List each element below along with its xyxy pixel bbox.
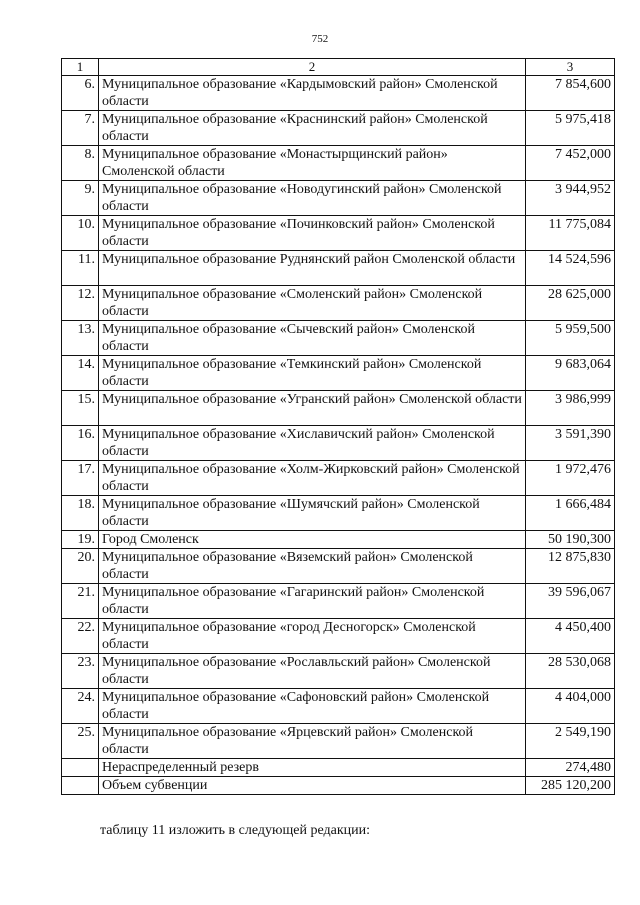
row-value: 1 972,476	[526, 461, 615, 496]
row-number: 14.	[62, 356, 99, 391]
row-number: 13.	[62, 321, 99, 356]
row-number: 16.	[62, 426, 99, 461]
row-name: Муниципальное образование «город Десногорск» Смоленской области	[99, 619, 526, 654]
row-name: Муниципальное образование «Смоленский район» Смоленской области	[99, 286, 526, 321]
table-row	[62, 251, 615, 286]
row-name: Нераспределенный резерв	[99, 759, 526, 777]
row-number: 20.	[62, 549, 99, 584]
header-col-3: 3	[526, 59, 615, 76]
row-value: 28 530,068	[526, 654, 615, 689]
row-value: 7 854,600	[526, 76, 615, 111]
row-value: 4 404,000	[526, 689, 615, 724]
table-row	[62, 619, 615, 654]
row-name: Муниципальное образование «Краснинский район» Смоленской области	[99, 111, 526, 146]
row-value: 3 986,999	[526, 391, 615, 426]
row-name: Муниципальное образование «Холм-Жирковский район» Смоленской области	[99, 461, 526, 496]
row-number: 17.	[62, 461, 99, 496]
table-row	[62, 496, 615, 531]
row-name: Муниципальное образование «Сафоновский район» Смоленской области	[99, 689, 526, 724]
table-row	[62, 216, 615, 251]
header-col-2: 2	[99, 59, 526, 76]
row-name: Муниципальное образование «Хиславичский район» Смоленской области	[99, 426, 526, 461]
row-name: Муниципальное образование «Кардымовский район» Смоленской области	[99, 76, 526, 111]
row-value: 2 549,190	[526, 724, 615, 759]
table-row	[62, 724, 615, 759]
table-row	[62, 356, 615, 391]
row-number: 15.	[62, 391, 99, 426]
row-value: 4 450,400	[526, 619, 615, 654]
row-name: Муниципальное образование «Вяземский район» Смоленской области	[99, 549, 526, 584]
page-number: 752	[311, 33, 329, 45]
row-value: 285 120,200	[526, 777, 615, 795]
row-value: 1 666,484	[526, 496, 615, 531]
row-value: 11 775,084	[526, 216, 615, 251]
subvention-table	[61, 58, 615, 795]
row-name: Муниципальное образование «Угранский район» Смоленской области	[99, 391, 526, 426]
row-value: 14 524,596	[526, 251, 615, 286]
row-number: 6.	[62, 76, 99, 111]
table-row	[62, 549, 615, 584]
row-number: 8.	[62, 146, 99, 181]
footer-text: таблицу 11 изложить в следующей редакции:	[100, 823, 370, 838]
row-number: 9.	[62, 181, 99, 216]
table-row	[62, 654, 615, 689]
table-row	[62, 759, 615, 777]
row-value: 5 959,500	[526, 321, 615, 356]
row-value: 3 591,390	[526, 426, 615, 461]
row-name: Муниципальное образование «Сычевский район» Смоленской области	[99, 321, 526, 356]
row-value: 7 452,000	[526, 146, 615, 181]
row-value: 39 596,067	[526, 584, 615, 619]
row-name: Муниципальное образование «Починковский район» Смоленской области	[99, 216, 526, 251]
row-number: 22.	[62, 619, 99, 654]
row-number	[62, 759, 99, 777]
row-number: 7.	[62, 111, 99, 146]
table-row	[62, 111, 615, 146]
row-number: 18.	[62, 496, 99, 531]
table-row	[62, 689, 615, 724]
row-number: 19.	[62, 531, 99, 549]
table-row	[62, 391, 615, 426]
row-name: Муниципальное образование «Ярцевский район» Смоленской области	[99, 724, 526, 759]
row-value: 274,480	[526, 759, 615, 777]
table-row	[62, 461, 615, 496]
table-row	[62, 531, 615, 549]
table-row	[62, 777, 615, 795]
row-name: Муниципальное образование «Рославльский район» Смоленской области	[99, 654, 526, 689]
table-row	[62, 584, 615, 619]
row-name: Объем субвенции	[99, 777, 526, 795]
row-name: Муниципальное образование «Шумячский район» Смоленской области	[99, 496, 526, 531]
table-row	[62, 286, 615, 321]
table-row	[62, 426, 615, 461]
row-value: 50 190,300	[526, 531, 615, 549]
row-value: 12 875,830	[526, 549, 615, 584]
row-name: Муниципальное образование Руднянский район Смоленской области	[99, 251, 526, 286]
row-name: Муниципальное образование «Гагаринский район» Смоленской области	[99, 584, 526, 619]
table-header-row	[62, 59, 615, 76]
table-row	[62, 76, 615, 111]
header-col-1: 1	[62, 59, 99, 76]
row-number: 10.	[62, 216, 99, 251]
row-value: 9 683,064	[526, 356, 615, 391]
row-name: Муниципальное образование «Темкинский район» Смоленской области	[99, 356, 526, 391]
row-name: Город Смоленск	[99, 531, 526, 549]
table-row	[62, 321, 615, 356]
row-value: 5 975,418	[526, 111, 615, 146]
row-number	[62, 777, 99, 795]
row-number: 21.	[62, 584, 99, 619]
row-value: 28 625,000	[526, 286, 615, 321]
row-number: 11.	[62, 251, 99, 286]
row-number: 25.	[62, 724, 99, 759]
row-number: 12.	[62, 286, 99, 321]
table-row	[62, 181, 615, 216]
row-name: Муниципальное образование «Новодугинский район» Смоленской области	[99, 181, 526, 216]
row-number: 23.	[62, 654, 99, 689]
row-value: 3 944,952	[526, 181, 615, 216]
table-row	[62, 146, 615, 181]
row-number: 24.	[62, 689, 99, 724]
row-name: Муниципальное образование «Монастырщинский район» Смоленской области	[99, 146, 526, 181]
